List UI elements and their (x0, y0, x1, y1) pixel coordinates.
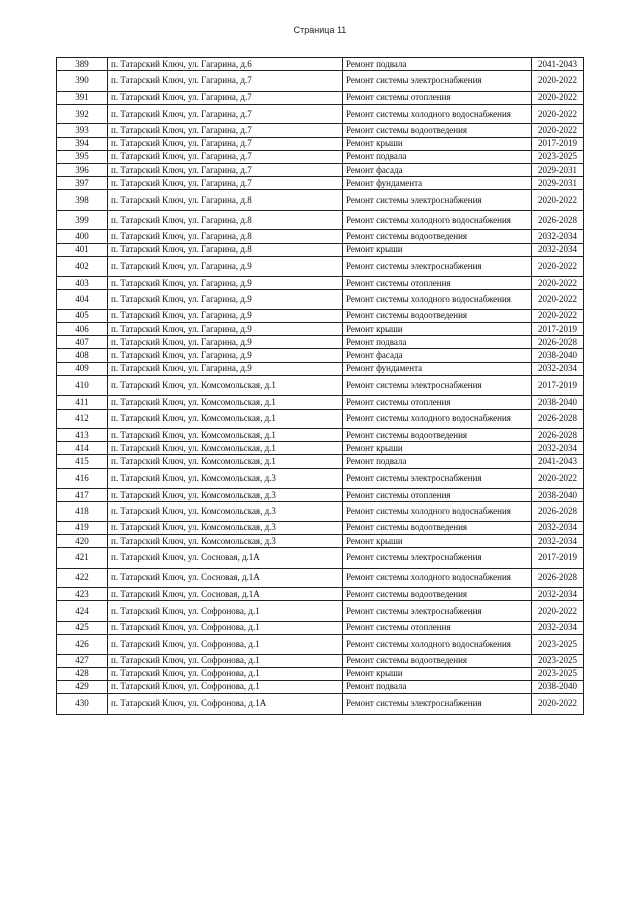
row-address: п. Татарский Ключ, ул. Комсомольская, д.1 (108, 375, 343, 396)
row-work-type: Ремонт системы водоотведения (343, 654, 532, 667)
row-address: п. Татарский Ключ, ул. Гагарина, д.7 (108, 91, 343, 104)
table-row (57, 396, 584, 409)
row-address: п. Татарский Ключ, ул. Гагарина, д.9 (108, 290, 343, 310)
works-table-body (57, 58, 584, 715)
row-work-type: Ремонт крыши (343, 137, 532, 150)
table-row (57, 667, 584, 680)
row-address: п. Татарский Ключ, ул. Комсомольская, д.3 (108, 489, 343, 502)
row-address: п. Татарский Ключ, ул. Сосновая, д.1А (108, 568, 343, 588)
table-row (57, 568, 584, 588)
row-period: 2017-2019 (532, 323, 584, 336)
table-row (57, 588, 584, 601)
row-number: 404 (57, 290, 108, 310)
row-number: 412 (57, 409, 108, 429)
row-period: 2023-2025 (532, 654, 584, 667)
row-address: п. Татарский Ключ, ул. Комсомольская, д.3 (108, 468, 343, 489)
row-number: 417 (57, 489, 108, 502)
row-work-type: Ремонт системы водоотведения (343, 588, 532, 601)
row-address: п. Татарский Ключ, ул. Комсомольская, д.3 (108, 502, 343, 522)
row-number: 429 (57, 680, 108, 693)
row-address: п. Татарский Ключ, ул. Гагарина, д.9 (108, 277, 343, 290)
table-row (57, 137, 584, 150)
row-number: 392 (57, 104, 108, 124)
row-period: 2032-2034 (532, 442, 584, 455)
row-work-type: Ремонт крыши (343, 667, 532, 680)
row-period: 2041-2043 (532, 58, 584, 71)
row-period: 2038-2040 (532, 396, 584, 409)
row-work-type: Ремонт подвала (343, 150, 532, 163)
row-address: п. Татарский Ключ, ул. Гагарина, д.7 (108, 177, 343, 190)
row-address: п. Татарский Ключ, ул. Гагарина, д.7 (108, 163, 343, 176)
row-period: 2032-2034 (532, 588, 584, 601)
row-number: 421 (57, 548, 108, 569)
table-row (57, 230, 584, 243)
row-number: 419 (57, 521, 108, 534)
row-address: п. Татарский Ключ, ул. Гагарина, д.7 (108, 137, 343, 150)
row-period: 2020-2022 (532, 277, 584, 290)
table-row (57, 534, 584, 547)
row-address: п. Татарский Ключ, ул. Софронова, д.1 (108, 601, 343, 622)
row-period: 2017-2019 (532, 548, 584, 569)
row-address: п. Татарский Ключ, ул. Комсомольская, д.1 (108, 455, 343, 468)
row-address: п. Татарский Ключ, ул. Софронова, д.1 (108, 667, 343, 680)
row-address: п. Татарский Ключ, ул. Софронова, д.1 (108, 654, 343, 667)
table-row (57, 163, 584, 176)
row-period: 2020-2022 (532, 290, 584, 310)
row-work-type: Ремонт системы водоотведения (343, 521, 532, 534)
table-row (57, 362, 584, 375)
row-work-type: Ремонт системы водоотведения (343, 429, 532, 442)
row-address: п. Татарский Ключ, ул. Сосновая, д.1А (108, 588, 343, 601)
row-number: 390 (57, 71, 108, 92)
table-row (57, 124, 584, 137)
row-work-type: Ремонт системы электроснабжения (343, 548, 532, 569)
row-number: 405 (57, 309, 108, 322)
row-number: 396 (57, 163, 108, 176)
row-work-type: Ремонт системы электроснабжения (343, 190, 532, 211)
row-number: 402 (57, 256, 108, 277)
table-row (57, 521, 584, 534)
row-work-type: Ремонт подвала (343, 455, 532, 468)
row-number: 401 (57, 243, 108, 256)
row-period: 2020-2022 (532, 91, 584, 104)
row-address: п. Татарский Ключ, ул. Комсомольская, д.3 (108, 534, 343, 547)
table-row (57, 243, 584, 256)
row-period: 2020-2022 (532, 190, 584, 211)
row-work-type: Ремонт системы электроснабжения (343, 601, 532, 622)
row-period: 2023-2025 (532, 150, 584, 163)
row-address: п. Татарский Ключ, ул. Комсомольская, д.1 (108, 442, 343, 455)
row-period: 2017-2019 (532, 375, 584, 396)
row-work-type: Ремонт системы холодного водоснабжения (343, 568, 532, 588)
row-number: 408 (57, 349, 108, 362)
table-row (57, 58, 584, 71)
row-period: 2026-2028 (532, 429, 584, 442)
row-work-type: Ремонт системы холодного водоснабжения (343, 635, 532, 655)
row-period: 2020-2022 (532, 601, 584, 622)
table-row (57, 601, 584, 622)
table-row (57, 349, 584, 362)
row-number: 399 (57, 210, 108, 230)
row-work-type: Ремонт фундамента (343, 177, 532, 190)
row-number: 389 (57, 58, 108, 71)
row-number: 424 (57, 601, 108, 622)
table-row (57, 635, 584, 655)
table-row (57, 680, 584, 693)
row-address: п. Татарский Ключ, ул. Гагарина, д.9 (108, 256, 343, 277)
row-number: 410 (57, 375, 108, 396)
row-period: 2032-2034 (532, 230, 584, 243)
row-period: 2020-2022 (532, 694, 584, 715)
row-period: 2041-2043 (532, 455, 584, 468)
row-work-type: Ремонт системы холодного водоснабжения (343, 290, 532, 310)
row-work-type: Ремонт системы холодного водоснабжения (343, 104, 532, 124)
table-row (57, 150, 584, 163)
table-row (57, 210, 584, 230)
row-period: 2038-2040 (532, 680, 584, 693)
row-work-type: Ремонт подвала (343, 58, 532, 71)
row-number: 398 (57, 190, 108, 211)
row-number: 425 (57, 621, 108, 634)
row-address: п. Татарский Ключ, ул. Гагарина, д.9 (108, 349, 343, 362)
row-work-type: Ремонт системы отопления (343, 396, 532, 409)
row-work-type: Ремонт системы электроснабжения (343, 694, 532, 715)
row-period: 2026-2028 (532, 210, 584, 230)
row-number: 422 (57, 568, 108, 588)
row-period: 2032-2034 (532, 534, 584, 547)
row-number: 413 (57, 429, 108, 442)
table-row (57, 429, 584, 442)
row-period: 2020-2022 (532, 104, 584, 124)
row-number: 400 (57, 230, 108, 243)
row-number: 393 (57, 124, 108, 137)
row-number: 418 (57, 502, 108, 522)
table-row (57, 91, 584, 104)
row-work-type: Ремонт системы холодного водоснабжения (343, 409, 532, 429)
row-number: 407 (57, 336, 108, 349)
row-number: 409 (57, 362, 108, 375)
row-work-type: Ремонт подвала (343, 336, 532, 349)
works-table (56, 57, 584, 715)
row-period: 2029-2031 (532, 177, 584, 190)
row-number: 406 (57, 323, 108, 336)
row-period: 2026-2028 (532, 409, 584, 429)
row-address: п. Татарский Ключ, ул. Гагарина, д.8 (108, 230, 343, 243)
table-row (57, 290, 584, 310)
row-period: 2026-2028 (532, 502, 584, 522)
table-row (57, 190, 584, 211)
row-period: 2020-2022 (532, 124, 584, 137)
row-number: 411 (57, 396, 108, 409)
table-row (57, 455, 584, 468)
table-row (57, 256, 584, 277)
table-row (57, 442, 584, 455)
row-number: 427 (57, 654, 108, 667)
row-work-type: Ремонт системы электроснабжения (343, 468, 532, 489)
row-number: 423 (57, 588, 108, 601)
row-address: п. Татарский Ключ, ул. Комсомольская, д.3 (108, 521, 343, 534)
row-work-type: Ремонт фундамента (343, 362, 532, 375)
row-number: 397 (57, 177, 108, 190)
row-address: п. Татарский Ключ, ул. Гагарина, д.9 (108, 309, 343, 322)
row-address: п. Татарский Ключ, ул. Софронова, д.1 (108, 635, 343, 655)
row-work-type: Ремонт подвала (343, 680, 532, 693)
row-period: 2020-2022 (532, 309, 584, 322)
row-period: 2026-2028 (532, 336, 584, 349)
row-address: п. Татарский Ключ, ул. Гагарина, д.9 (108, 323, 343, 336)
row-work-type: Ремонт системы холодного водоснабжения (343, 210, 532, 230)
table-row (57, 694, 584, 715)
row-period: 2032-2034 (532, 362, 584, 375)
row-period: 2032-2034 (532, 521, 584, 534)
row-work-type: Ремонт системы отопления (343, 277, 532, 290)
row-number: 430 (57, 694, 108, 715)
row-address: п. Татарский Ключ, ул. Гагарина, д.7 (108, 71, 343, 92)
table-row (57, 277, 584, 290)
row-period: 2023-2025 (532, 635, 584, 655)
row-address: п. Татарский Ключ, ул. Комсомольская, д.1 (108, 409, 343, 429)
table-row (57, 621, 584, 634)
row-number: 426 (57, 635, 108, 655)
row-number: 414 (57, 442, 108, 455)
row-number: 420 (57, 534, 108, 547)
row-work-type: Ремонт системы отопления (343, 489, 532, 502)
table-row (57, 409, 584, 429)
row-period: 2017-2019 (532, 137, 584, 150)
row-work-type: Ремонт фасада (343, 349, 532, 362)
row-address: п. Татарский Ключ, ул. Комсомольская, д.1 (108, 429, 343, 442)
row-address: п. Татарский Ключ, ул. Софронова, д.1 (108, 621, 343, 634)
row-work-type: Ремонт крыши (343, 243, 532, 256)
row-period: 2020-2022 (532, 468, 584, 489)
row-work-type: Ремонт системы отопления (343, 621, 532, 634)
table-row (57, 177, 584, 190)
row-address: п. Татарский Ключ, ул. Гагарина, д.7 (108, 150, 343, 163)
row-period: 2026-2028 (532, 568, 584, 588)
row-work-type: Ремонт системы электроснабжения (343, 256, 532, 277)
table-row (57, 502, 584, 522)
row-period: 2020-2022 (532, 71, 584, 92)
table-row (57, 654, 584, 667)
row-period: 2032-2034 (532, 621, 584, 634)
row-work-type: Ремонт системы холодного водоснабжения (343, 502, 532, 522)
row-address: п. Татарский Ключ, ул. Софронова, д.1 (108, 680, 343, 693)
row-number: 415 (57, 455, 108, 468)
table-row (57, 489, 584, 502)
row-work-type: Ремонт системы электроснабжения (343, 71, 532, 92)
row-address: п. Татарский Ключ, ул. Гагарина, д.8 (108, 210, 343, 230)
table-row (57, 548, 584, 569)
table-row (57, 309, 584, 322)
row-address: п. Татарский Ключ, ул. Комсомольская, д.1 (108, 396, 343, 409)
table-row (57, 104, 584, 124)
row-period: 2038-2040 (532, 489, 584, 502)
row-period: 2029-2031 (532, 163, 584, 176)
row-work-type: Ремонт системы водоотведения (343, 309, 532, 322)
row-address: п. Татарский Ключ, ул. Гагарина, д.7 (108, 104, 343, 124)
row-address: п. Татарский Ключ, ул. Софронова, д.1А (108, 694, 343, 715)
row-work-type: Ремонт системы отопления (343, 91, 532, 104)
row-work-type: Ремонт системы водоотведения (343, 124, 532, 137)
table-row (57, 71, 584, 92)
row-period: 2032-2034 (532, 243, 584, 256)
row-address: п. Татарский Ключ, ул. Гагарина, д.9 (108, 336, 343, 349)
row-address: п. Татарский Ключ, ул. Гагарина, д.6 (108, 58, 343, 71)
row-number: 403 (57, 277, 108, 290)
table-row (57, 336, 584, 349)
row-work-type: Ремонт крыши (343, 534, 532, 547)
row-address: п. Татарский Ключ, ул. Гагарина, д.9 (108, 362, 343, 375)
row-address: п. Татарский Ключ, ул. Гагарина, д.8 (108, 190, 343, 211)
row-period: 2020-2022 (532, 256, 584, 277)
row-address: п. Татарский Ключ, ул. Гагарина, д.7 (108, 124, 343, 137)
row-address: п. Татарский Ключ, ул. Сосновая, д.1А (108, 548, 343, 569)
row-number: 394 (57, 137, 108, 150)
table-row (57, 468, 584, 489)
row-number: 391 (57, 91, 108, 104)
row-number: 428 (57, 667, 108, 680)
row-number: 416 (57, 468, 108, 489)
row-period: 2038-2040 (532, 349, 584, 362)
row-work-type: Ремонт системы водоотведения (343, 230, 532, 243)
row-address: п. Татарский Ключ, ул. Гагарина, д.8 (108, 243, 343, 256)
row-work-type: Ремонт системы электроснабжения (343, 375, 532, 396)
row-work-type: Ремонт фасада (343, 163, 532, 176)
table-row (57, 323, 584, 336)
row-work-type: Ремонт крыши (343, 323, 532, 336)
row-work-type: Ремонт крыши (343, 442, 532, 455)
page-header: Страница 11 (293, 25, 347, 35)
row-number: 395 (57, 150, 108, 163)
table-row (57, 375, 584, 396)
row-period: 2023-2025 (532, 667, 584, 680)
